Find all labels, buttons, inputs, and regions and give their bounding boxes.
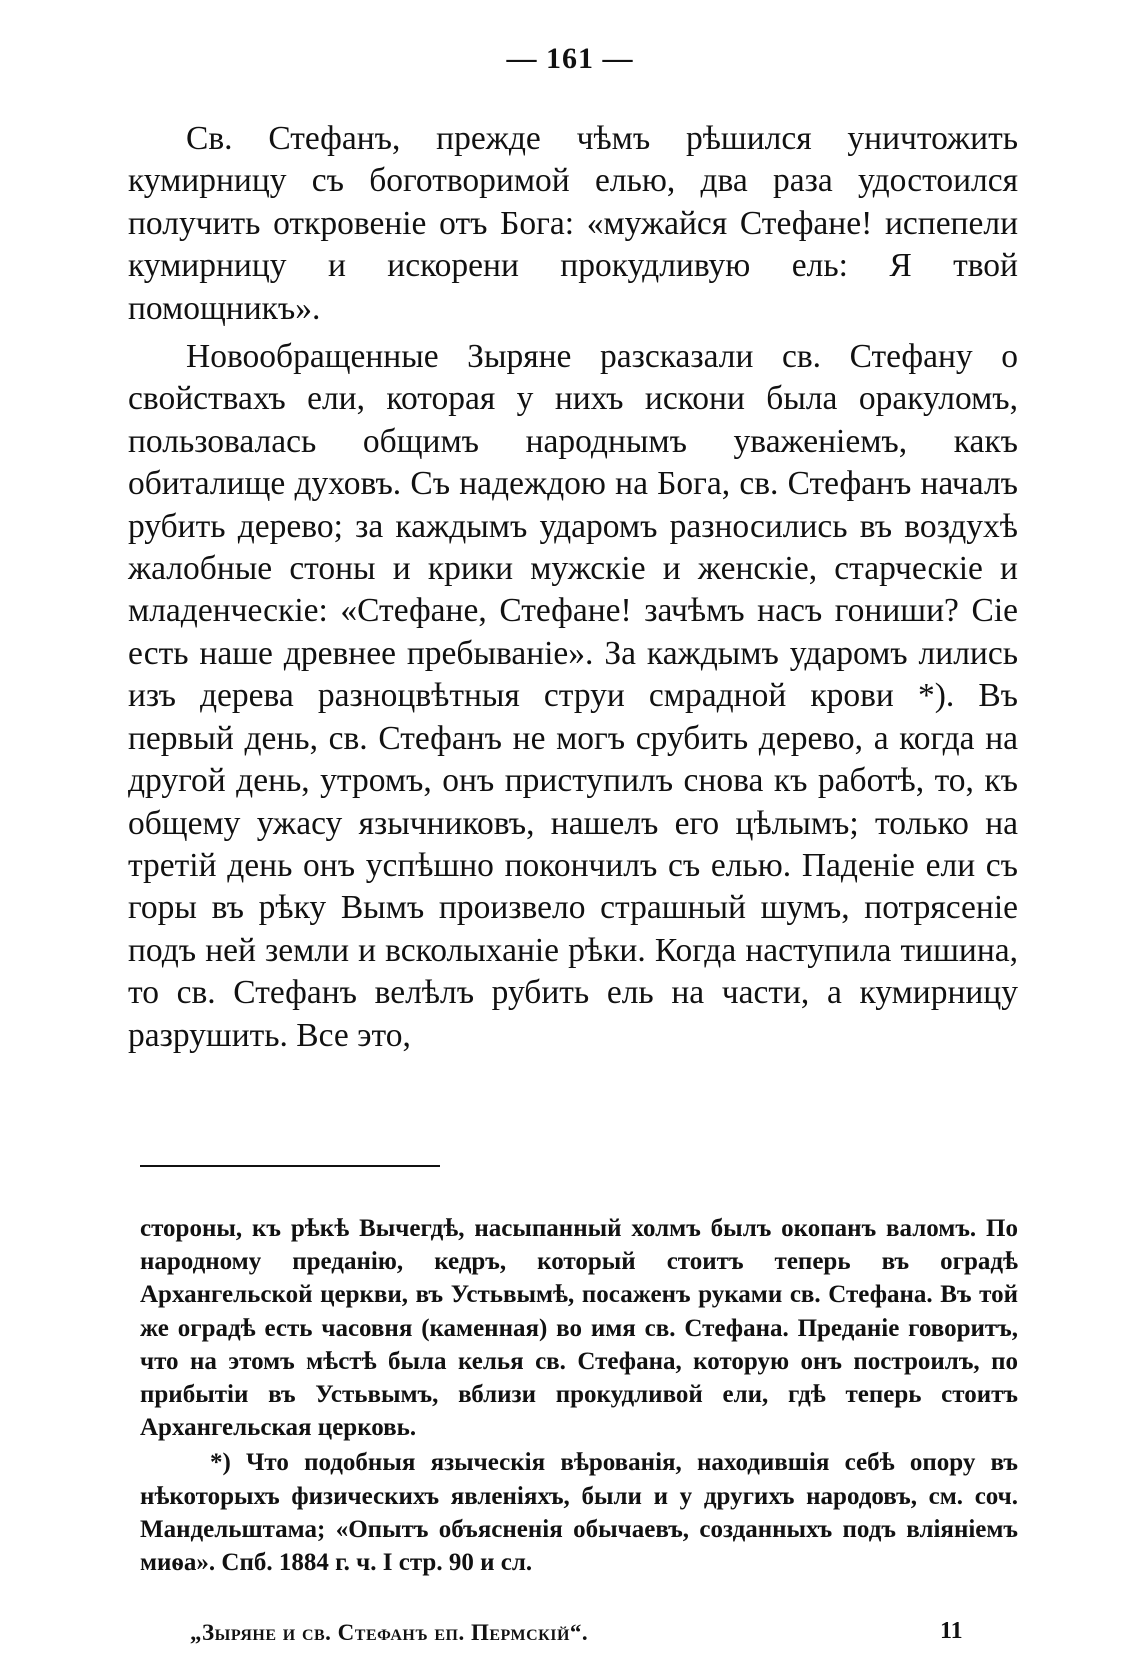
footnote-continuation: стороны, къ рѣкѣ Вычегдѣ, насыпанный холмъ былъ окопанъ валомъ. По народному преданію, кедръ, который стоитъ теперь въ оградѣ Архангельской церкви, въ Устьвымѣ, посаженъ руками св. Стефана. Въ той же оградѣ есть часовня (каменная) во имя св. Стефана. Преданіе говоритъ, что на этомъ мѣстѣ была келья св. Стефана, которую онъ построилъ, по прибытіи въ Устьвымъ, вблизи прокудливой ели, гдѣ теперь стоитъ Архангельская церковь. [140,1215,1018,1442]
main-text [128,118,1018,1057]
paragraph-tree-felling: Новообращенные Зыряне разсказали св. Стефану о свойствахъ ели, которая у нихъ искони была оракуломъ, пользовалась общимъ народнымъ уваженіемъ, какъ обиталище духовъ. Съ надеждою на Бога, св. Стефанъ началъ рубить дерево; за каждымъ ударомъ разносились въ воздухѣ жалобные стоны и крики мужскіе и женскіе, старческіе и младенческіе: «Стефане, Стефане! зачѣмъ насъ гониши? Сіе есть наше древнее пребываніе». За каждымъ ударомъ лились изъ дерева разноцвѣтныя струи смрадной крови *). Въ первый день, св. Стефанъ не могъ срубить дерево, а когда на другой день, утромъ, онъ приступилъ снова къ работѣ, то, къ общему ужасу язычниковъ, нашелъ его цѣлымъ; только на третій день онъ успѣшно покончилъ съ елью. Паденіе ели съ горы въ рѣку Вымъ произвело страшный шумъ, потрясеніе подъ ней земли и всколыханіе рѣки. Когда наступила тишина, то св. Стефанъ велѣлъ рубить ель на части, а кумирницу разрушить. Все это, [128,338,1018,1054]
footnote-asterisk: *) Что подобныя языческія вѣрованія, находившія себѣ опору въ нѣкоторыхъ физическихъ явленіяхъ, были и у другихъ народовъ, см. соч. Мандельштама; «Опытъ объясненія обычаевъ, созданныхъ подъ вліяніемъ миѳа». Спб. 1884 г. ч. I стр. 90 и сл. [140,1449,1018,1577]
footnote-divider [140,1165,440,1167]
paragraph-revelation: Св. Стефанъ, прежде чѣмъ рѣшился уничтожить кумирницу съ боготворимой елью, два раза удостоился получить откровеніе отъ Бога: «мужайся Стефане! испепели кумирницу и искорени прокудливую ель: Я твой помощникъ». [128,120,1018,327]
page-number: — 161 — [506,42,634,75]
signature-line: „Зыряне и св. Стефанъ еп. Пермскій“. [190,1620,589,1645]
signature-number: 11 [940,1618,963,1644]
footnotes [140,1212,1018,1579]
